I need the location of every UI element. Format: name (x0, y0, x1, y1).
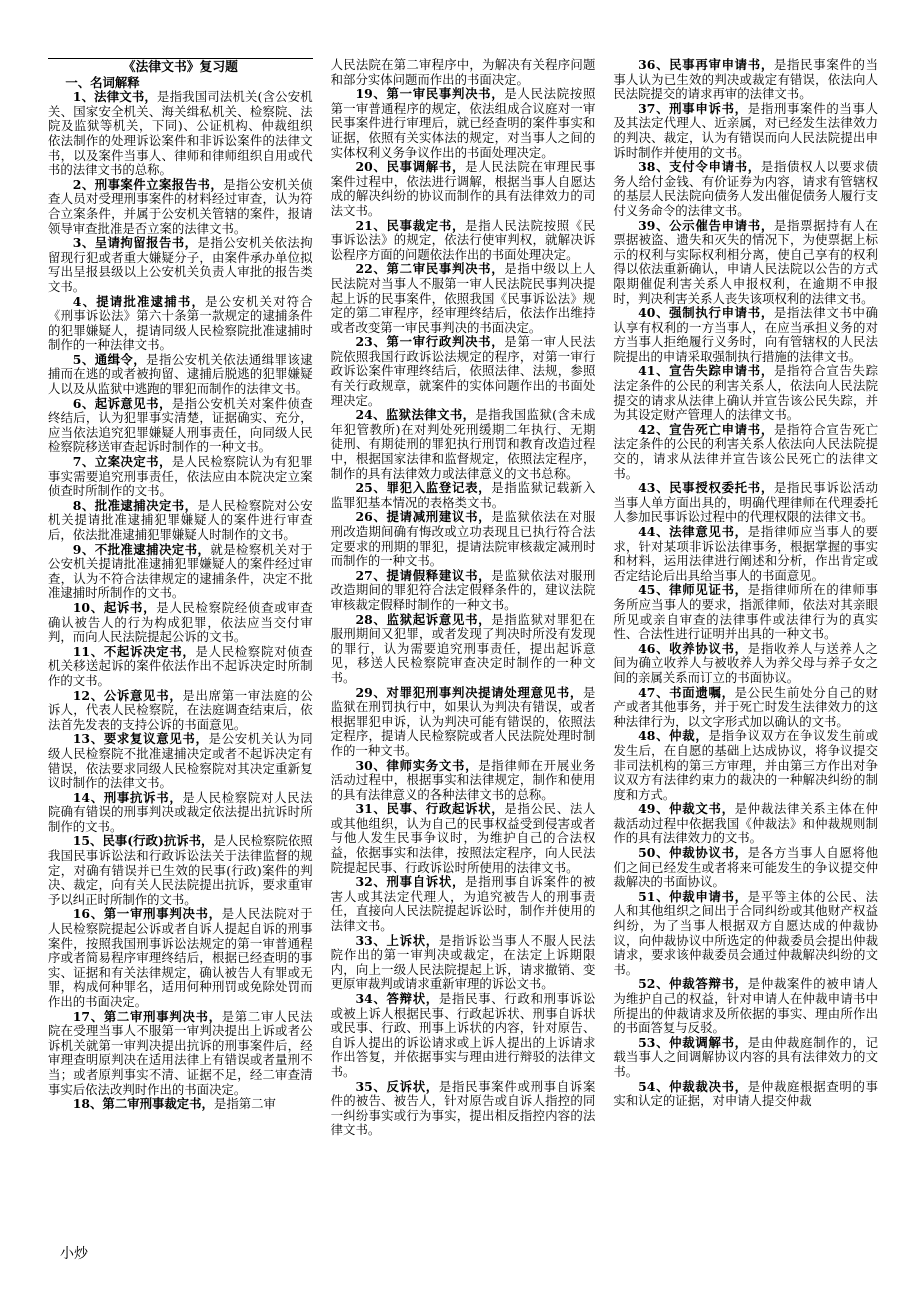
definition-text: 是指民事案件或刑事自诉案件的被告、被告人，针对原告或自诉人指控的同一纠纷事实或行为事实，提出相反指控内容的法律文书。 (330, 1078, 596, 1138)
definition-text: 就是检察机关对于公安机关提请批准逮捕犯罪嫌疑人的案件经过审查，认为不符合法律规定的逮捕条件，决定不批准逮捕时所制作的文书。 (48, 541, 313, 601)
definition-text: 是指刑事自诉案件的被害人或其法定代理人，为追究被告人的刑事责任，直接向人民法院提起诉讼时，制作并使用的法律文书。 (330, 874, 596, 934)
definition-term: 50、仲裁协议书， (638, 845, 748, 861)
definition-entry (613, 364, 878, 422)
definition-entry (48, 353, 313, 397)
definition-text: 是由仲裁庭制作的，记载当事人之间调解协议内容的具有法律效力的文书。 (613, 1034, 879, 1079)
definition-entry (331, 87, 596, 160)
definition-term: 51、仲裁申请书， (638, 888, 748, 904)
definition-entry (331, 875, 596, 933)
definition-term: 18、第二审刑事裁定书， (72, 1096, 214, 1112)
definition-entry (613, 102, 878, 160)
definition-entry (48, 601, 313, 645)
definition-entry (331, 219, 596, 263)
definition-entry (613, 58, 878, 102)
definition-text: 是指民事诉讼活动当事人单方面出具的，明确代理律师在代理委托人参加民事诉讼过程中的代理权限的法律文书。 (613, 480, 879, 525)
definition-text: 是指人民法院按照《民事诉讼法》的规定，依法行使审判权，就解决诉讼程序方面的问题依法作出的书面处理决定。 (330, 217, 596, 262)
definition-text: 是指争议双方在争议发生前或发生后，在自愿的基础上达成协议，将争议提交非司法机构的第三方审理，并由第三方作出对争议双方有法律约束力的裁决的一种解决纠纷的制度和方式。 (613, 728, 879, 802)
definition-text: 是人民检察院对人民法院确有错误的刑事判决或裁定依法提出抗诉时所制作的文书。 (48, 789, 313, 834)
definition-term: 49、仲裁文书， (638, 801, 735, 817)
definition-entry (48, 645, 313, 689)
definition-entry (48, 791, 313, 835)
definition-term: 33、上诉状， (355, 932, 439, 948)
definition-entry (613, 1080, 878, 1109)
definition-text: 是人民检察院经侦查或审查确认被告人的行为构成犯罪，依法应当交付审判，而向人民法院提起公诉的文书。 (48, 599, 313, 645)
definition-entry (48, 178, 313, 236)
definition-text: 人民法院在第二审程序中，为解决有关程序问题和部分实体问题而作出的书面决定。 (330, 58, 596, 87)
definition-term: 11、不起诉决定书， (72, 643, 196, 659)
definition-entry (331, 759, 596, 803)
definition-text: 是指民事案件的当事人认为已生效的判决或裁定有错误，依法向人民法院提交的请求再审的法律文书。 (613, 58, 879, 102)
definition-term: 5、通缉令， (72, 351, 147, 367)
definition-entry (331, 481, 596, 510)
column-middle (331, 58, 596, 1258)
definition-term: 28、监狱起诉意见书， (355, 611, 492, 627)
definition-term: 26、提请减刑建议书， (355, 509, 492, 525)
definition-term: 52、仲裁答辩书， (638, 976, 748, 992)
definition-text: 是指公安机关对案件侦查终结后，认为犯罪事实清楚，证据确实、充分，应当依法追究犯罪嫌疑人刑事责任，向同级人民检察院移送审查起诉时制作的一种文书。 (48, 395, 313, 455)
definition-text: 是人民检察院认为有犯罪事实需要追究刑事责任，依法应由本院决定立案侦查时所制作的文书。 (48, 454, 313, 499)
definition-entry (613, 160, 878, 218)
definition-entry (48, 732, 313, 790)
definition-term: 17、第二审刑事判决书， (72, 1008, 222, 1024)
definition-term: 8、批准逮捕决定书， (72, 497, 198, 513)
definition-term: 29、对罪犯刑事判决提请处理意见书， (355, 684, 583, 700)
definition-entry (48, 397, 313, 455)
definition-text: 是指律师应当事人的要求，针对某项非诉讼法律事务，根据掌握的事实和材料，运用法律进行阐述和分析，作出肯定或否定结论后出具给当事人的书面意见。 (613, 524, 879, 583)
definition-entry (613, 1036, 878, 1080)
definition-term: 22、第二审民事判决书， (355, 261, 505, 277)
definition-entry (331, 934, 596, 992)
definition-term: 36、民事再审申请书， (638, 58, 774, 72)
definition-entry (613, 423, 878, 481)
definition-text: 是指我国监狱(含未成年犯管教所)在对判处死刑缓期二年执行、无期徒刑、有期徒刑的罪犯执行刑罚和教育改造过程中，根据国家法律和监督规定，依照法定程序，制作的具有法律效力或法律意义的文书总称。 (330, 407, 596, 481)
definition-text: 是指我国司法机关(含公安机关、国家安全机关、海关缉私机关、检察院、法院及监狱等机关，下同)、公证机构、仲裁组织依法制作的处理诉讼案件和非诉讼案件的法律文书，以及案件当事人、律师和律师组织自用或代书的法律文书的总称。 (48, 89, 313, 178)
definition-entry (331, 686, 596, 759)
definition-term: 41、宣告失踪申请书， (638, 363, 774, 379)
definition-term: 19、第一审民事判决书， (355, 86, 505, 102)
definition-entry (613, 846, 878, 890)
definition-entry (331, 802, 596, 875)
definition-text: 是监狱在刑罚执行中，如果认为判决有错误，或者根据罪犯申诉，认为判决可能有错误的，依照法定程序，提请人民检察院或者人民法院处理时制作的一种文书。 (330, 684, 596, 758)
definition-text: 是人民法院对于人民检察院提起公诉或者自诉人提起自诉的刑事案件，按照我国刑事诉讼法规定的第一审普通程序或者简易程序审理终结后，根据已经查明的事实、证据和有关法律规定，确认被告人有罪或无罪，构成何种罪名，适用何种刑罚或免除处罚而作出的书面决定。 (48, 906, 313, 1009)
definition-entry (331, 160, 596, 218)
definition-entry (48, 543, 313, 601)
definition-entry (613, 219, 878, 307)
definition-term: 20、民事调解书， (355, 159, 466, 175)
definition-text: 是指收养人与送养人之间为确立收养人与被收养人为养父母与养子女之间的亲属关系而订立的书面协议。 (613, 640, 879, 685)
definition-term: 24、监狱法律文书， (355, 407, 476, 423)
definition-term: 21、民事裁定书， (355, 217, 466, 233)
definition-term: 44、法律意见书， (638, 524, 748, 539)
definition-term: 30、律师实务文书， (355, 757, 479, 773)
definition-entry (613, 525, 878, 583)
definition-text: 是指民事、行政和刑事诉讼或被上诉人根据民事、行政起诉状、刑事自诉状或民事、行政、刑事上诉状的内容，针对原告、自诉人提出的诉讼请求或上诉人提出的上诉请求作出答复，并依据事实与理由进行辩驳的法律文书。 (330, 991, 596, 1079)
definition-text: 是仲裁法律关系主体在仲裁活动过程中依据我国《仲裁法》和仲裁规则制作的具有法律效力的文书。 (613, 801, 879, 846)
document-title: 《法律文书》复习题 (48, 58, 313, 76)
definition-entry (48, 834, 313, 907)
definition-text: 是指公安机关依法拘留现行犯或者重大嫌疑分子，由案件承办单位拟写出呈报县级以上公安机关负责人审批的报告类文书。 (48, 235, 313, 294)
definition-entry (48, 90, 313, 178)
definition-text: 是第一审人民法院依照我国行政诉讼法规定的程序，对第一审行政诉讼案件审理终结后，依照法律、法规，参照有关行政规章，就案件的实体问题作出的书面处理决定。 (330, 334, 596, 408)
definition-text: 是指律师在开展业务活动过程中，根据事实和法律规定，制作和使用的具有法律意义的各种法律文书的总称。 (330, 757, 596, 802)
definition-term: 42、宣告死亡申请书， (638, 421, 774, 437)
definition-entry (48, 455, 313, 499)
footer-note: 小炒 (60, 1246, 88, 1262)
definition-text: 是监狱依法在对服刑改造期间确有悔改或立功表现且已执行符合法定要求的刑期的罪犯，提请法院审核裁定减刑时而制作的一种文书。 (330, 509, 596, 569)
definition-entry (48, 689, 313, 733)
definition-term: 46、收养协议书， (638, 640, 748, 656)
definition-entry (613, 583, 878, 641)
definition-text: 是指法律文书中确认享有权利的一方当事人，在应当承担义务的对方当事人拒绝履行义务时，向有管辖权的人民法院提出的申请采取强制执行措施的法律文书。 (613, 305, 879, 364)
definition-entry (48, 1010, 313, 1098)
definition-text: 是公民生前处分自己的财产或者其他事务，并于死亡时发生法律效力的这种法律行为，以文字形式加以确认的文书。 (613, 684, 879, 729)
definition-entry (331, 569, 596, 613)
definition-text: 是指监狱对罪犯在服刑期间又犯罪，或者发现了判决时所没有发现的罪行，认为需要追究刑事责任，提出起诉意见，移送人民检察院审查决定时制作的一种文书。 (330, 611, 596, 685)
section-heading: 一、名词解释 (65, 74, 140, 90)
definition-text: 是各方当事人自愿将他们之间已经发生或者将来可能发生的争议提交仲裁解决的书面协议。 (613, 845, 879, 890)
definition-term: 10、起诉书， (72, 599, 157, 615)
definition-text: 是指符合宣告失踪法定条件的公民的利害关系人，依法向人民法院提交的请求从法律上确认并宣告该公民失踪，并为其设定财产管理人的法律文书。 (613, 363, 879, 423)
definition-term: 40、强制执行申请书， (638, 305, 774, 321)
definition-entry (48, 1097, 313, 1112)
definition-entry (48, 907, 313, 1009)
definition-term: 4、提请批准逮捕书， (72, 293, 206, 309)
definition-term: 23、第一审行政判决书， (355, 334, 505, 350)
definition-entry (48, 236, 313, 294)
definition-term: 27、提请假释建议书， (355, 567, 492, 583)
definition-entry (48, 499, 313, 543)
definition-entry (613, 977, 878, 1035)
definition-entry (331, 510, 596, 568)
definition-text: 是指符合宣告死亡法定条件的公民的利害关系人依法向人民法院提交的，请求从法律并宣告该公民死亡的法律文书。 (613, 421, 879, 481)
definition-entry (331, 262, 596, 335)
definition-text: 是指公民、法人或其他组织，认为自己的民事权益受到侵害或者与他人发生民事争议时，为维护自己的合法权益，依据事实和法律，按照法定程序，向人民法院提起民事、行政诉讼时所使用的法律文书。 (330, 801, 596, 875)
column-right (613, 58, 878, 1258)
definition-text: 是公安机关认为同级人民检察院不批准逮捕决定或者不起诉决定有错误，依法要求同级人民检察院对其决定重新复议时制作的法律文书。 (48, 731, 313, 791)
definition-term: 54、仲裁裁决书， (638, 1078, 748, 1094)
definition-entry (331, 1080, 596, 1138)
definition-text: 是指诉讼当事人不服人民法院作出的第一审判决或裁定，在法定上诉期限内，向上一级人民法院提起上诉，请求撤销、变更原审裁判或请求重新审理的诉讼文书。 (330, 932, 596, 992)
definition-text: 是指第二审 (213, 1096, 276, 1112)
definition-text: 是人民检察院对公安机关提请批准逮捕犯罪嫌疑人的案件进行审查后，依法批准逮捕犯罪嫌疑人时制作的文书。 (48, 497, 313, 542)
definition-text: 是人民法院按照第一审普通程序的规定，依法组成合议庭对一审民事案件进行审理后，就已经查明的案件事实和证据，依照有关实体法的规定，对当事人之间的实体权利义务争议作出的书面处理决定。 (330, 86, 596, 160)
definition-text: 是指公安机关侦查人员对受理刑事案件的材料经过审查，认为符合立案条件，并属于公安机关管辖的案件，报请领导审查批准是否立案的法律文书。 (48, 176, 313, 236)
definition-entry (613, 306, 878, 364)
definition-term: 53、仲裁调解书， (638, 1034, 748, 1050)
definition-term: 1、法律文书， (72, 89, 158, 105)
definition-entry (613, 642, 878, 686)
definition-entry (613, 729, 878, 802)
definition-term: 6、起诉意见书， (72, 395, 172, 411)
definition-text: 是指公安机关依法通缉罪该逮捕而在逃的或者被拘留、逮捕后脱逃的犯罪嫌疑人以及从监狱中逃跑的罪犯而制作的法律文书。 (48, 351, 313, 397)
definition-term: 32、刑事自诉状， (355, 874, 466, 890)
definition-text: 是公安机关对符合《刑事诉讼法》第六十条第一款规定的逮捕条件的犯罪嫌疑人，提请同级人民检察院批准逮捕时制作的一种法律文书。 (48, 293, 313, 353)
definition-term: 48、仲裁， (638, 728, 709, 744)
definition-text: 是指票据持有人在票据被盗、遗失和灭失的情况下，为使票据上标示的权利与实际权利相分离，使自己享有的权利得以依法重新确认，申请人民法院以公告的方式限期催促利害关系人申报权利，在逾期不申报时，判决利害关系人丧失该项权利的法律文书。 (613, 217, 879, 306)
definition-text: 是指债权人以要求债务人给付金钱、有价证券为内容，请求有管辖权的基层人民法院向债务人发出催促债务人履行支付义务命令的法律文书。 (613, 159, 879, 218)
definition-term: 15、民事(行政)抗诉书， (72, 833, 214, 849)
definition-term: 12、公诉意见书， (72, 687, 183, 703)
definition-text: 是监狱依法对服刑改造期间的罪犯符合法定假释条件的，建议法院审核裁定假释时制作的一种文书。 (330, 567, 596, 612)
definition-term: 3、呈请拘留报告书， (72, 235, 198, 251)
document-page (48, 58, 878, 1258)
definition-entry (613, 686, 878, 730)
definition-term: 7、立案决定书， (72, 454, 172, 470)
definition-term: 25、罪犯入监登记表， (355, 480, 492, 496)
definition-term: 14、刑事抗诉书， (72, 789, 183, 805)
definition-term: 35、反诉状， (355, 1078, 439, 1094)
definition-text: 是指律师所在的律师事务所应当事人的要求，指派律师，依法对其亲眼所见或亲自审查的法律事件或法律行为的真实性、合法性进行证明并出具的一种文书。 (613, 582, 879, 642)
definition-text: 是指监狱记载新入监罪犯基本情况的表格类文书。 (330, 480, 596, 510)
definition-entry (331, 992, 596, 1080)
definition-text: 是仲裁案件的被申请人为维护自己的权益，针对申请人在仲裁申请书中所提出的仲裁请求及所依据的事实、理由所作出的书面答复与反驳。 (613, 976, 879, 1036)
definition-term: 13、要求复议意见书， (72, 731, 209, 747)
definition-term: 43、民事授权委托书， (638, 480, 774, 496)
definition-term: 16、第一审刑事判决书， (72, 906, 222, 922)
definition-term: 38、支付令申请书， (638, 159, 761, 175)
definition-term: 45、律师见证书， (638, 582, 748, 598)
definition-entry (613, 890, 878, 978)
definition-text: 是出席第一审法庭的公诉人，代表人民检察院，在法庭调查结束后，依法首先发表的支持公诉的书面意见。 (48, 687, 313, 732)
definition-text: 是人民检察院依照我国民事诉讼法和行政诉讼法关于法律监督的规定，对确有错误并已生效的民事(行政)案件的判决、裁定，向有关人民法院提出抗诉，要求重审予以纠正时所制作的文书。 (48, 833, 313, 907)
definition-text: 是仲裁庭根据查明的事实和认定的证据，对申请人提交仲裁 (613, 1078, 879, 1109)
definition-text: 是第二审人民法院在受理当事人不服第一审判决提出上诉或者公诉机关就第一审判决提出抗诉的刑事案件后，经审理查明原判决在适用法律上有错误或者量刑不当；或者原判事实不清、证据不足，经二审查清事实后依法改判时作出的书面决定。 (48, 1008, 313, 1097)
definition-text: 是平等主体的公民、法人和其他组织之间出于合同纠纷或其他财产权益纠纷，为了当事人根据双方自愿达成的仲裁协议，向仲裁协议中所选定的仲裁委员会提出仲裁请求，要求该仲裁委员会通过仲裁解决纠纷的文书。 (613, 888, 879, 977)
column-left (48, 58, 313, 1258)
definition-entry (331, 408, 596, 481)
definition-term: 31、民事、行政起诉状， (355, 801, 505, 817)
definition-text: 是指刑事案件的当事人及其法定代理人、近亲属，对已经发生法律效力的判决、裁定，认为有错误而向人民法院提出申诉时制作并使用的文书。 (613, 100, 879, 160)
definition-term: 9、不批准逮捕决定书， (72, 541, 211, 557)
definition-term: 39、公示催告申请书， (638, 217, 774, 233)
definition-entry (48, 295, 313, 353)
definition-entry (613, 481, 878, 525)
definition-entry (613, 802, 878, 846)
definition-term: 34、答辩状， (355, 991, 439, 1006)
definition-entry (331, 58, 596, 87)
definition-term: 2、刑事案件立案报告书， (72, 176, 224, 192)
definition-term: 37、刑事申诉书， (638, 100, 748, 116)
definition-text: 是人民检察院对侦查机关移送起诉的案件依法作出不起诉决定时所制作的文书。 (48, 643, 313, 688)
definition-text: 是人民法院在审理民事案件过程中，依法进行调解，根据当事人自愿达成的解决纠纷的协议而制作的具有法律效力的司法文书。 (330, 159, 596, 218)
definition-text: 是指中级以上人民法院对当事人不服第一审人民法院民事判决提起上诉的民事案件，依照我国《民事诉讼法》规定的第二审程序，经审理终结后，依法作出维持或者改变第一审民事判决的书面决定。 (330, 261, 596, 335)
definition-entry (331, 335, 596, 408)
definition-entry (331, 613, 596, 686)
definition-term: 47、书面遗嘱， (638, 684, 735, 700)
